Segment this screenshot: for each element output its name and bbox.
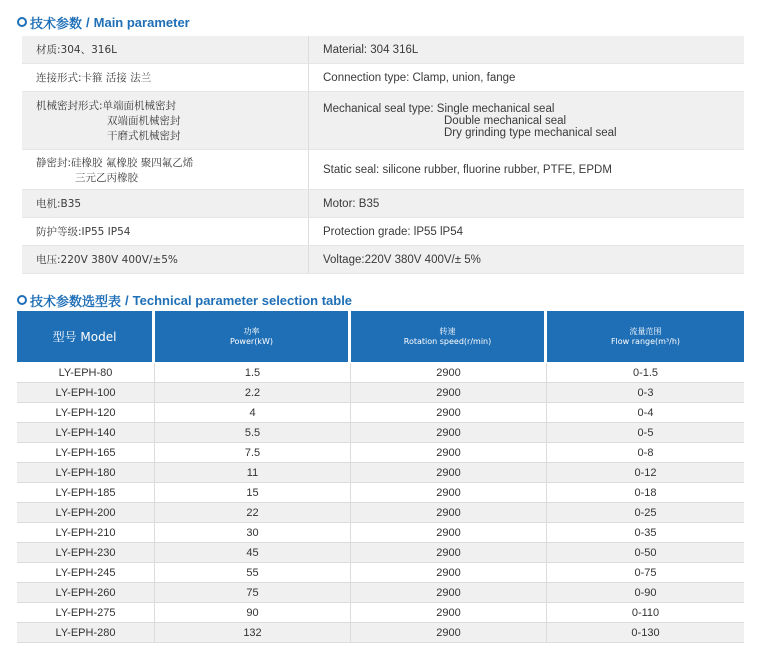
param-text-en: Double mechanical seal: [444, 114, 567, 127]
param-text-cn: 材质:304、316L: [36, 44, 117, 56]
model-cell: LY-EPH-200: [17, 503, 155, 523]
param-row: [22, 150, 744, 190]
param-text-en: Material: 304 316L: [323, 43, 419, 56]
param-cell-cn: [22, 64, 309, 92]
speed-cell: 2900: [351, 603, 547, 623]
power-cell: 15: [155, 483, 351, 503]
flow-cell: 0-8: [547, 443, 744, 463]
param-text-en: Motor: B35: [323, 197, 380, 210]
param-cell-cn: [22, 190, 309, 218]
flow-cell: 0-130: [547, 623, 744, 643]
table-row: [17, 443, 744, 463]
param-row: [22, 246, 744, 274]
speed-cell: 2900: [351, 563, 547, 583]
table-row: [17, 403, 744, 423]
header-flow-range: 流量范围 Flow range(m³/h): [547, 311, 744, 363]
main-parameter-title: 技术参数 / Main parameter: [17, 13, 190, 31]
table-row: [17, 583, 744, 603]
flow-cell: 0-50: [547, 543, 744, 563]
param-cell-en: [309, 36, 744, 64]
param-cell-en: [309, 246, 744, 274]
table-row: [17, 523, 744, 543]
speed-cell: 2900: [351, 623, 547, 643]
power-cell: 7.5: [155, 443, 351, 463]
model-cell: LY-EPH-280: [17, 623, 155, 643]
flow-cell: 0-1.5: [547, 363, 744, 383]
param-cell-cn: [22, 92, 309, 150]
circle-bullet-icon: [17, 295, 27, 305]
param-cell-cn: [22, 150, 309, 190]
model-cell: LY-EPH-230: [17, 543, 155, 563]
circle-bullet-icon: [17, 17, 27, 27]
param-text-en: Connection type: Clamp, union, fange: [323, 71, 516, 84]
param-text-cn: 防护等级:IP55 IP54: [36, 226, 131, 238]
speed-cell: 2900: [351, 463, 547, 483]
param-row: [22, 218, 744, 246]
model-cell: LY-EPH-185: [17, 483, 155, 503]
param-text-cn: 电压:220V 380V 400V/±5%: [36, 254, 178, 266]
speed-cell: 2900: [351, 363, 547, 383]
header-model: 型号 Model: [17, 311, 155, 363]
speed-cell: 2900: [351, 483, 547, 503]
speed-cell: 2900: [351, 543, 547, 563]
param-cell-en: [309, 64, 744, 92]
param-text-cn: 干磨式机械密封: [107, 130, 181, 142]
model-cell: LY-EPH-180: [17, 463, 155, 483]
speed-cell: 2900: [351, 423, 547, 443]
param-text-cn: 电机:B35: [36, 198, 82, 210]
param-text-en: Protection grade: lP55 lP54: [323, 225, 464, 238]
param-cell-cn: [22, 218, 309, 246]
param-cell-en: [309, 218, 744, 246]
param-cell-cn: [22, 246, 309, 274]
power-cell: 4: [155, 403, 351, 423]
flow-cell: 0-75: [547, 563, 744, 583]
power-cell: 2.2: [155, 383, 351, 403]
param-cell-en: [309, 150, 744, 190]
model-cell: LY-EPH-210: [17, 523, 155, 543]
param-row: [22, 64, 744, 92]
speed-cell: 2900: [351, 443, 547, 463]
table-row: [17, 383, 744, 403]
table-row: [17, 623, 744, 643]
param-text-en: Dry grinding type mechanical seal: [444, 126, 617, 139]
model-cell: LY-EPH-245: [17, 563, 155, 583]
speed-cell: 2900: [351, 383, 547, 403]
param-text-en: Mechanical seal type: Single mechanical seal: [323, 102, 555, 115]
param-cell-cn: [22, 36, 309, 64]
param-text-en: Static seal: silicone rubber, fluorine rubber, PTFE, EPDM: [323, 163, 612, 176]
table-row: [17, 363, 744, 383]
power-cell: 75: [155, 583, 351, 603]
param-text-cn: 双端面机械密封: [107, 115, 181, 127]
model-cell: LY-EPH-100: [17, 383, 155, 403]
speed-cell: 2900: [351, 403, 547, 423]
speed-cell: 2900: [351, 523, 547, 543]
power-cell: 55: [155, 563, 351, 583]
model-cell: LY-EPH-165: [17, 443, 155, 463]
power-cell: 132: [155, 623, 351, 643]
power-cell: 30: [155, 523, 351, 543]
flow-cell: 0-25: [547, 503, 744, 523]
param-text-cn: 静密封:硅橡胶 氟橡胶 聚四氟乙烯: [36, 156, 194, 169]
param-cell-en: [309, 190, 744, 218]
param-text-en: Voltage:220V 380V 400V/± 5%: [323, 253, 481, 266]
selection-table: [17, 311, 744, 643]
param-row: [22, 92, 744, 150]
main-parameter-table: [22, 36, 744, 274]
model-cell: LY-EPH-120: [17, 403, 155, 423]
power-cell: 11: [155, 463, 351, 483]
flow-cell: 0-5: [547, 423, 744, 443]
model-cell: LY-EPH-140: [17, 423, 155, 443]
speed-cell: 2900: [351, 583, 547, 603]
table-row: [17, 563, 744, 583]
speed-cell: 2900: [351, 503, 547, 523]
power-cell: 1.5: [155, 363, 351, 383]
table-row: [17, 463, 744, 483]
model-cell: LY-EPH-80: [17, 363, 155, 383]
table-row: [17, 423, 744, 443]
flow-cell: 0-3: [547, 383, 744, 403]
header-power: 功率 Power(kW): [155, 311, 351, 363]
selection-table-title: 技术参数选型表 / Technical parameter selection table: [17, 291, 352, 309]
param-text-cn: 机械密封形式:单端面机械密封: [36, 100, 177, 112]
param-cell-en: [309, 92, 744, 150]
flow-cell: 0-18: [547, 483, 744, 503]
param-text-cn: 三元乙丙橡胶: [75, 171, 138, 184]
flow-cell: 0-110: [547, 603, 744, 623]
flow-cell: 0-4: [547, 403, 744, 423]
power-cell: 90: [155, 603, 351, 623]
table-row: [17, 543, 744, 563]
header-rotation-speed: 转速 Rotation speed(r/min): [351, 311, 547, 363]
power-cell: 5.5: [155, 423, 351, 443]
flow-cell: 0-12: [547, 463, 744, 483]
selection-table-header: [17, 311, 744, 363]
power-cell: 45: [155, 543, 351, 563]
table-row: [17, 503, 744, 523]
table-row: [17, 483, 744, 503]
param-text-cn: 连接形式:卡箍 活接 法兰: [36, 72, 152, 84]
selection-table-body: [17, 363, 744, 643]
param-row: [22, 190, 744, 218]
model-cell: LY-EPH-275: [17, 603, 155, 623]
model-cell: LY-EPH-260: [17, 583, 155, 603]
flow-cell: 0-35: [547, 523, 744, 543]
param-row: [22, 36, 744, 64]
table-row: [17, 603, 744, 623]
power-cell: 22: [155, 503, 351, 523]
flow-cell: 0-90: [547, 583, 744, 603]
